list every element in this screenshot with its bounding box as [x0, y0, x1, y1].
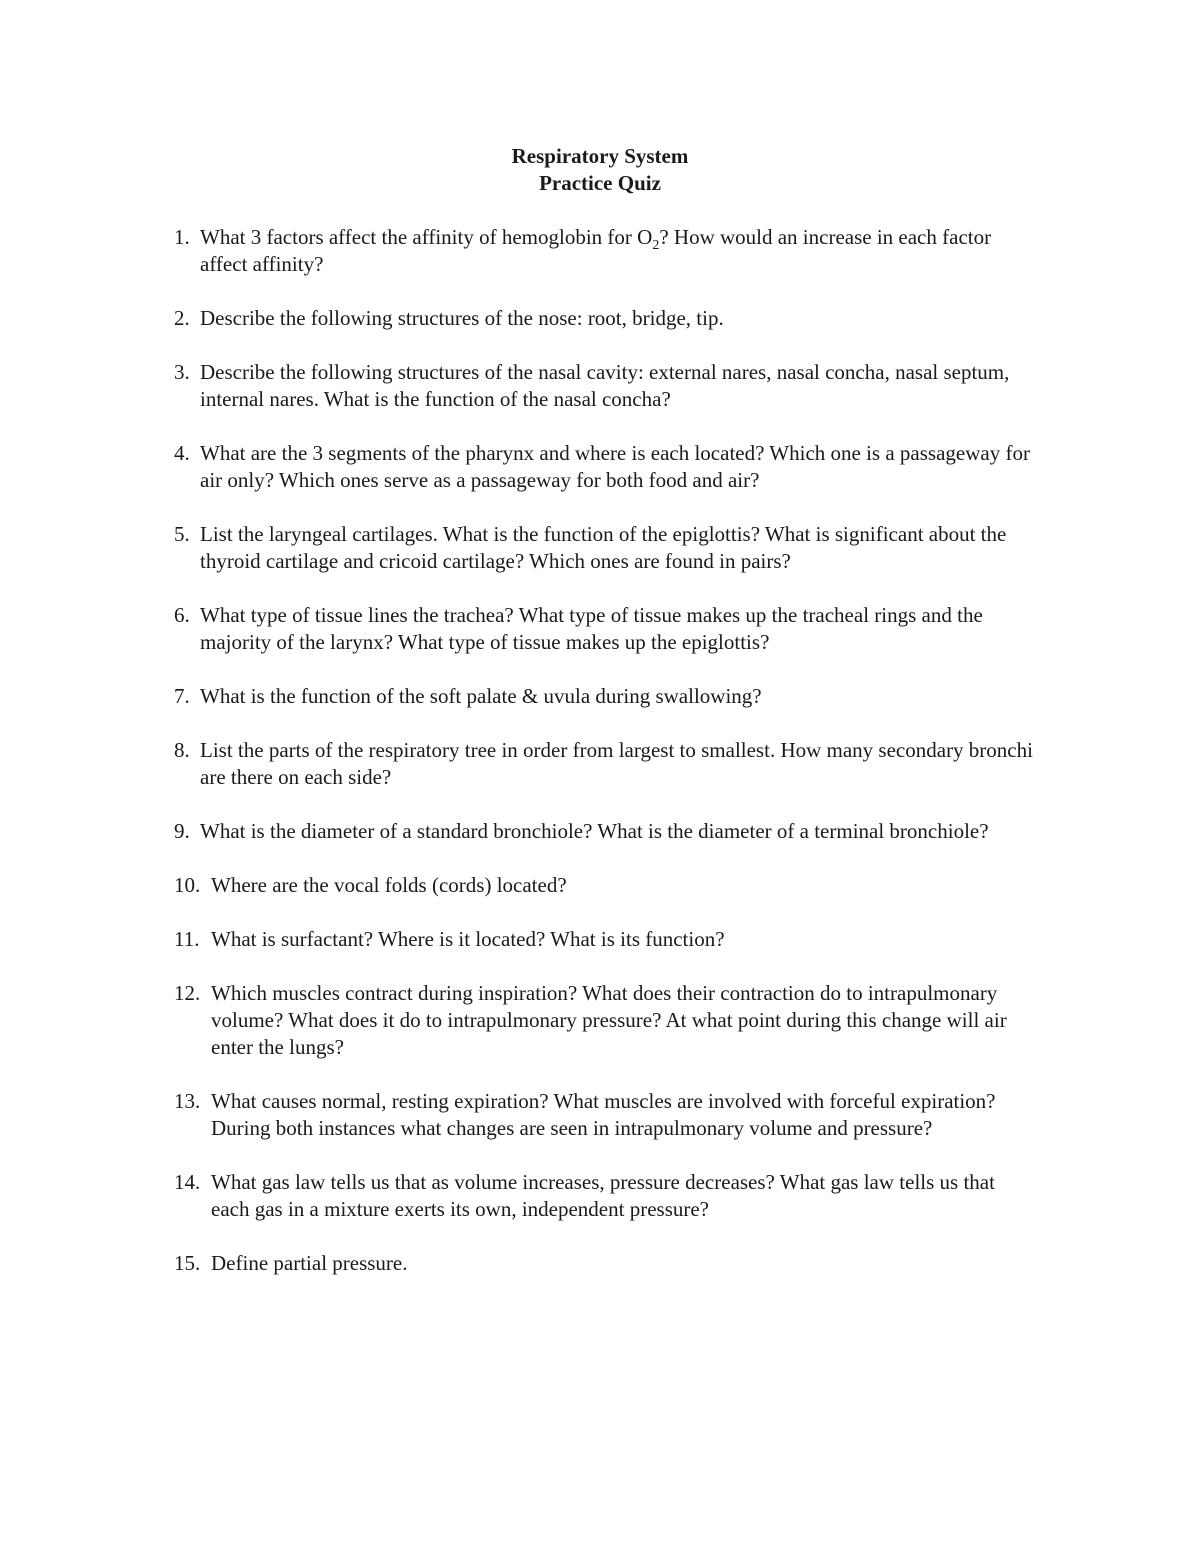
question-number: 6. [174, 603, 190, 627]
question-text: List the laryngeal cartilages. What is the function of the epiglottis? What is significant about the thyroid cartilage and cricoid cartilage? Which ones are found in pairs? [200, 522, 1007, 573]
question-text: List the parts of the respiratory tree in order from largest to smallest. How many secondary bronchi are there on each side? [200, 738, 1033, 789]
document-title: Respiratory System [511, 144, 689, 168]
question-text: What is the diameter of a standard bronchiole? What is the diameter of a terminal bronchiole? [200, 819, 989, 843]
question-item [174, 305, 1034, 332]
question-text: What is the function of the soft palate & uvula during swallowing? [200, 684, 762, 708]
question-item [174, 521, 1034, 575]
question-item [174, 926, 1034, 953]
question-text: Describe the following structures of the nasal cavity: external nares, nasal concha, nasal septum, internal nares. What is the function of the nasal concha? [200, 360, 1010, 411]
question-text: Which muscles contract during inspiration? What does their contraction do to intrapulmonary volume? What does it do to intrapulmonary pressure? At what point during this change will air enter the lungs? [211, 981, 1007, 1059]
question-item [174, 224, 1034, 278]
question-number: 13. [174, 1089, 201, 1113]
question-item [174, 1169, 1034, 1223]
question-item [174, 872, 1034, 899]
question-text-part: ? How would an increase in each factor affect affinity? [200, 225, 992, 276]
question-item [174, 602, 1034, 656]
question-text-part: What 3 factors affect the affinity of hemoglobin for O [200, 225, 653, 249]
subscript: 2 [652, 238, 660, 254]
question-number: 5. [174, 522, 190, 546]
title-block [0, 143, 1200, 197]
question-number: 1. [174, 225, 190, 249]
question-text: What gas law tells us that as volume increases, pressure decreases? What gas law tells us that each gas in a mixture exerts its own, independent pressure? [211, 1170, 995, 1221]
question-number: 8. [174, 738, 190, 762]
question-text: What is surfactant? Where is it located? What is its function? [211, 927, 725, 951]
question-number: 4. [174, 441, 190, 465]
question-text: Define partial pressure. [211, 1251, 408, 1275]
question-item [174, 359, 1034, 413]
question-text: What causes normal, resting expiration? What muscles are involved with forceful expiration? During both instances what changes are seen in intrapulmonary volume and pressure? [211, 1089, 996, 1140]
question-text: Describe the following structures of the nose: root, bridge, tip. [200, 306, 724, 330]
question-text [200, 224, 1034, 278]
document-subtitle: Practice Quiz [539, 171, 661, 195]
question-text: What are the 3 segments of the pharynx and where is each located? Which one is a passageway for air only? Which ones serve as a passageway for both food and air? [200, 441, 1030, 492]
question-number: 10. [174, 873, 201, 897]
question-item [174, 1250, 1034, 1277]
question-item [174, 980, 1034, 1061]
question-number: 3. [174, 360, 190, 384]
question-list [174, 224, 1034, 1304]
question-item [174, 440, 1034, 494]
question-number: 9. [174, 819, 190, 843]
question-number: 11. [174, 927, 200, 951]
question-number: 7. [174, 684, 190, 708]
question-number: 14. [174, 1170, 201, 1194]
question-item [174, 683, 1034, 710]
question-number: 12. [174, 981, 201, 1005]
question-number: 2. [174, 306, 190, 330]
question-item [174, 818, 1034, 845]
question-text: Where are the vocal folds (cords) located? [211, 873, 567, 897]
question-number: 15. [174, 1251, 201, 1275]
question-text: What type of tissue lines the trachea? What type of tissue makes up the tracheal rings and the majority of the larynx? What type of tissue makes up the epiglottis? [200, 603, 983, 654]
question-item [174, 737, 1034, 791]
question-item [174, 1088, 1034, 1142]
